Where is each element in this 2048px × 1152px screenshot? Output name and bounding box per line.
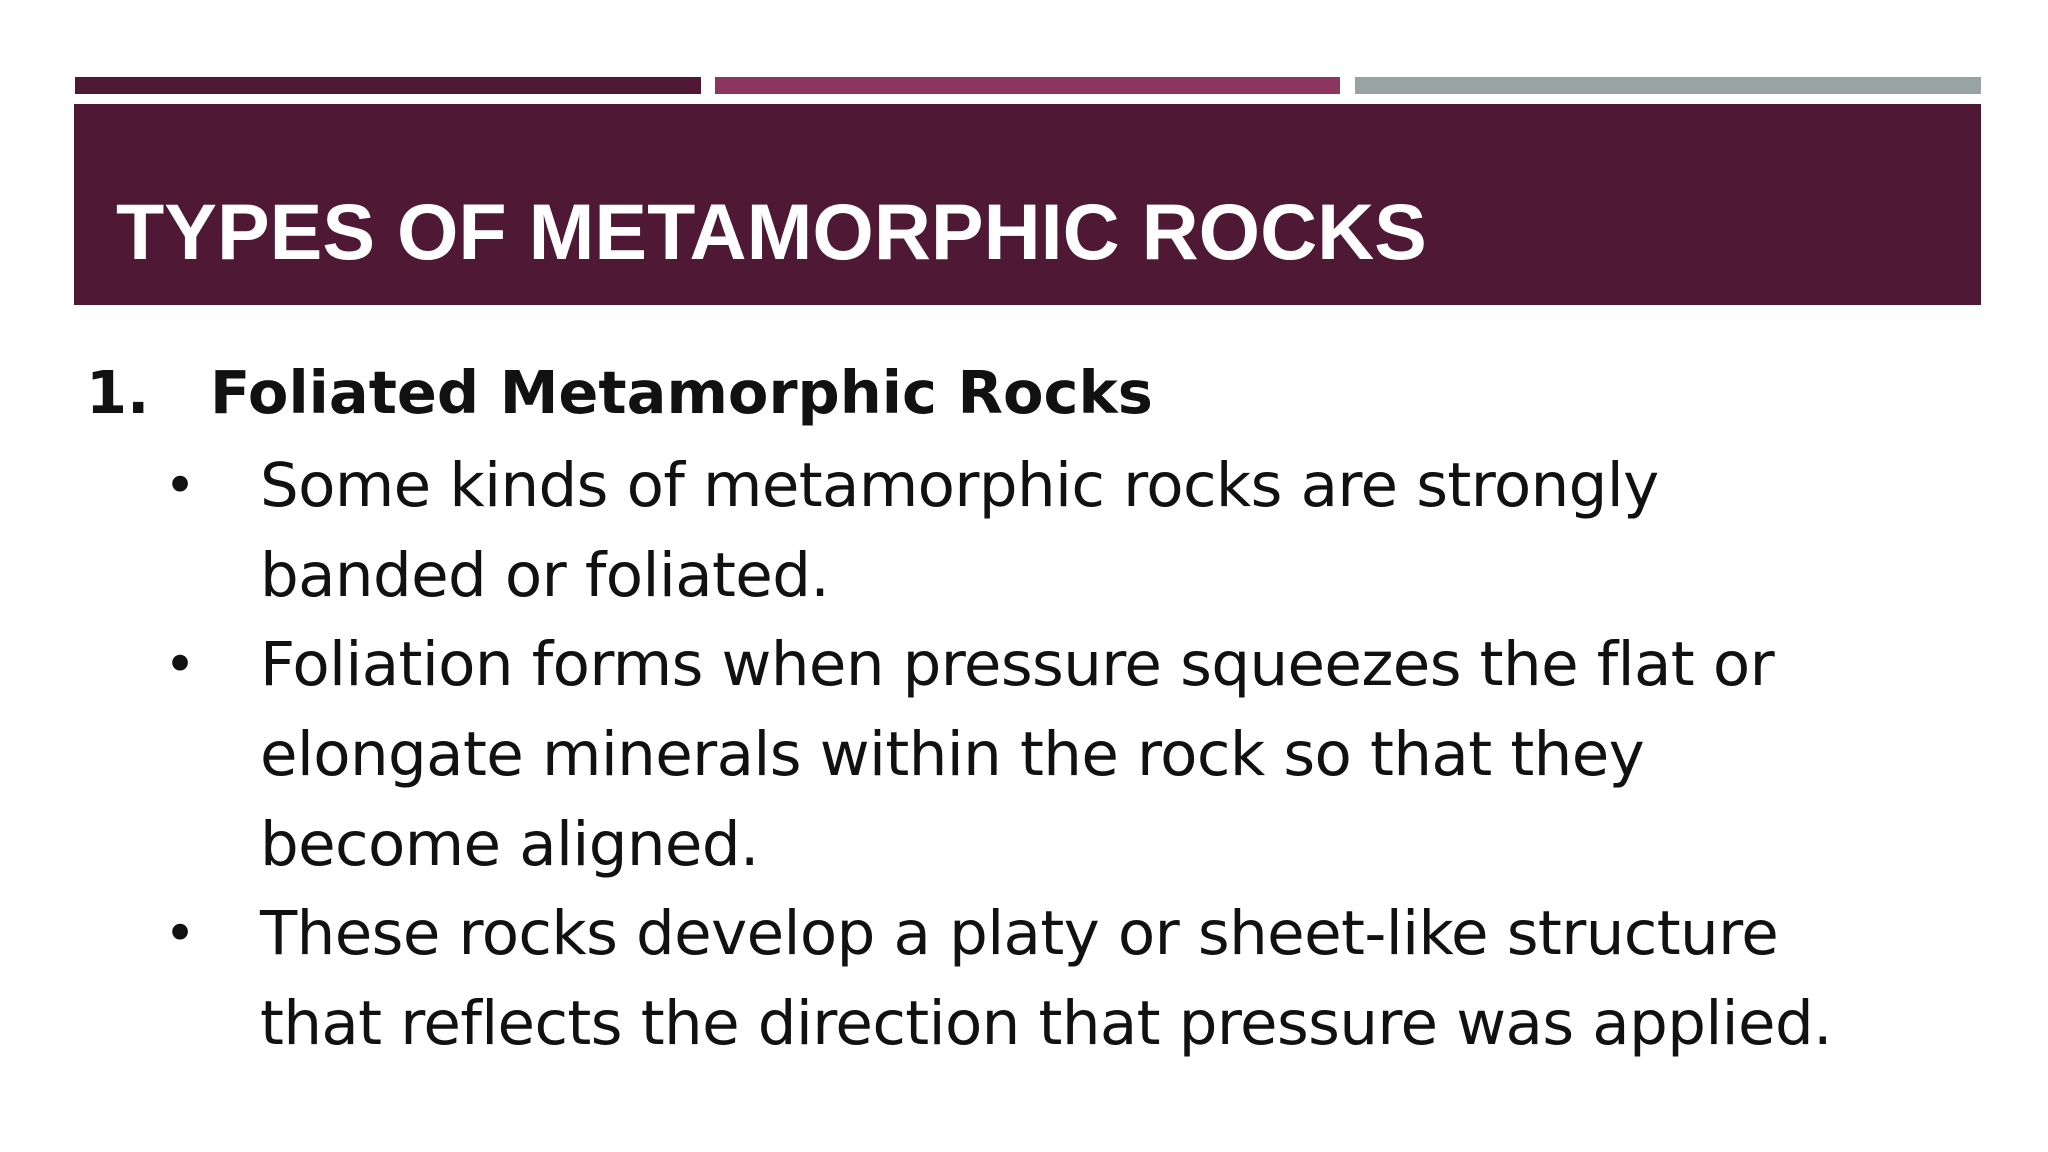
section-heading-text: Foliated Metamorphic Rocks — [210, 358, 1153, 427]
bullet-dot-icon: • — [164, 454, 196, 517]
bullet-text-line: Some kinds of metamorphic rocks are strongly — [260, 450, 1659, 521]
bullet-text-line: Foliation forms when pressure squeezes the flat or — [260, 629, 1775, 700]
bullet-dot-icon: • — [164, 633, 196, 696]
section-heading — [86, 356, 1153, 430]
slide-title: TYPES OF METAMORPHIC ROCKS — [116, 187, 1427, 276]
bullet-text-line: become aligned. — [260, 809, 759, 880]
bullet-item — [160, 620, 1980, 890]
bullet-text-line: elongate minerals within the rock so that they — [260, 719, 1645, 790]
bullet-item — [160, 441, 1980, 621]
section-number: 1. — [86, 358, 150, 427]
bullet-text-line: that reflects the direction that pressure was applied. — [260, 988, 1832, 1059]
bullet-text-line: banded or foliated. — [260, 540, 830, 611]
bullet-item — [160, 889, 1980, 1069]
bullet-text-line: These rocks develop a platy or sheet-like structure — [260, 898, 1779, 969]
bullet-dot-icon: • — [164, 902, 196, 965]
